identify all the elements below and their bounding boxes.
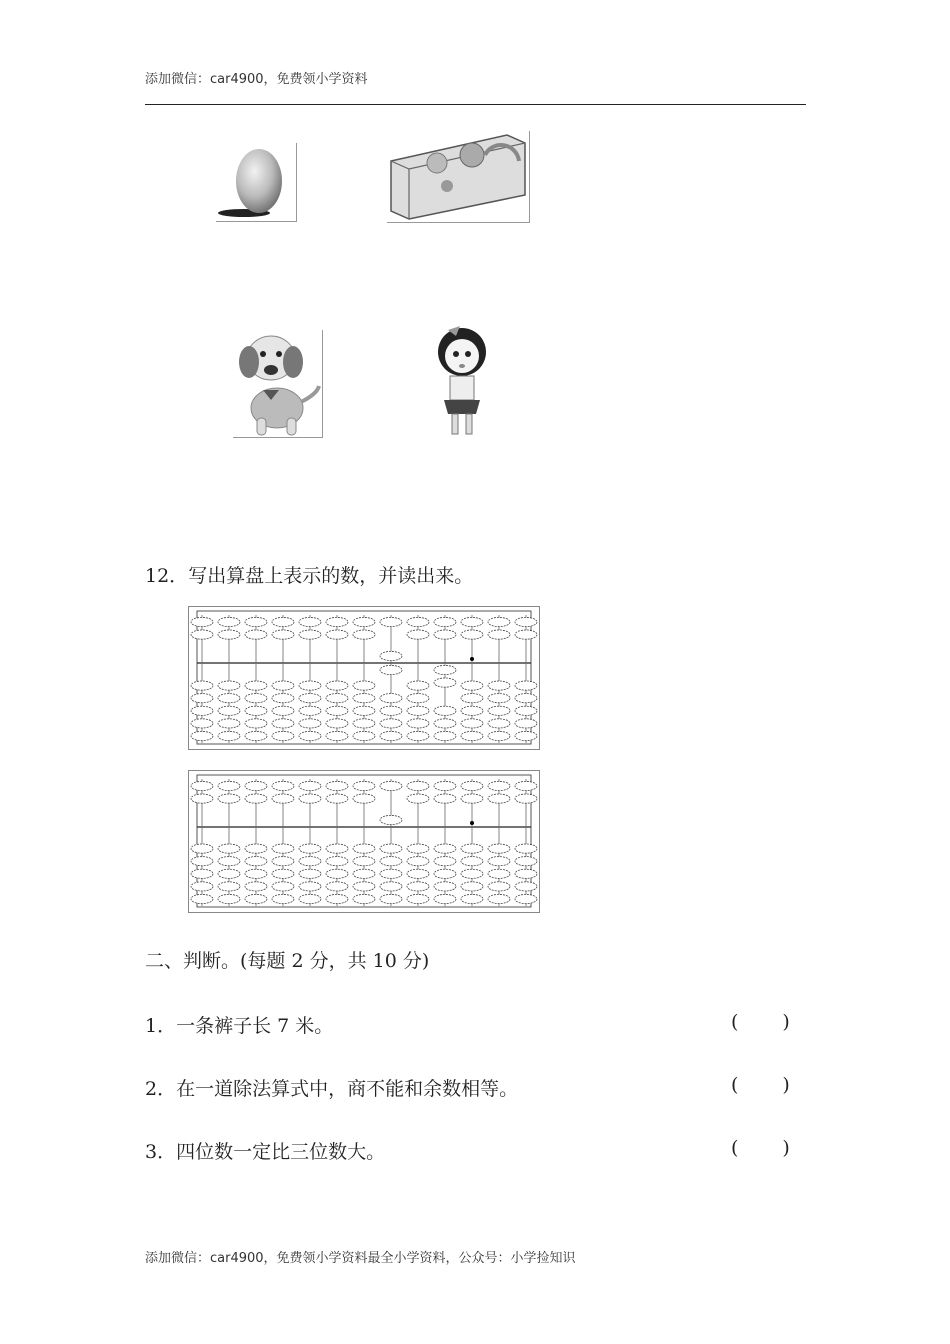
- abacus-lower-bead: [380, 665, 402, 674]
- abacus-upper-bead: [461, 617, 483, 626]
- abacus-lower-bead: [299, 844, 321, 853]
- abacus-lower-bead: [218, 706, 240, 715]
- abacus-lower-bead: [380, 857, 402, 866]
- abacus-upper-bead: [515, 794, 537, 803]
- abacus-upper-bead: [488, 794, 510, 803]
- abacus-lower-bead: [326, 706, 348, 715]
- abacus-upper-bead: [407, 781, 429, 790]
- header-divider: [145, 104, 806, 105]
- abacus-upper-bead: [218, 617, 240, 626]
- abacus-lower-bead: [515, 869, 537, 878]
- abacus-upper-bead: [299, 781, 321, 790]
- abacus-upper-bead: [299, 630, 321, 639]
- abacus-upper-bead: [353, 617, 375, 626]
- abacus-lower-bead: [299, 694, 321, 703]
- abacus-lower-bead: [434, 719, 456, 728]
- abacus-unit-dot: [470, 821, 474, 825]
- abacus-upper-bead: [326, 794, 348, 803]
- abacus-upper-bead: [380, 651, 402, 660]
- abacus-lower-bead: [272, 731, 294, 740]
- abacus-lower-bead: [461, 869, 483, 878]
- abacus-upper-bead: [326, 617, 348, 626]
- abacus-upper-bead: [218, 781, 240, 790]
- abacus-lower-bead: [326, 869, 348, 878]
- abacus-upper-bead: [407, 630, 429, 639]
- abacus-upper-bead: [461, 794, 483, 803]
- judgment-3-open-paren: (: [731, 1137, 739, 1159]
- abacus-upper-bead: [245, 617, 267, 626]
- abacus-upper-bead: [326, 630, 348, 639]
- abacus-1-drawing: [189, 607, 539, 749]
- question-12-number: 12．: [145, 565, 189, 587]
- abacus-upper-bead: [245, 794, 267, 803]
- abacus-lower-bead: [245, 731, 267, 740]
- abacus-lower-bead: [461, 706, 483, 715]
- abacus-lower-bead: [407, 694, 429, 703]
- judgment-2: [145, 1074, 518, 1101]
- abacus-lower-bead: [407, 844, 429, 853]
- abacus-lower-bead: [353, 857, 375, 866]
- abacus-upper-bead: [461, 781, 483, 790]
- pencil-case-picture: [387, 131, 530, 223]
- abacus-lower-bead: [218, 681, 240, 690]
- abacus-lower-bead: [245, 681, 267, 690]
- abacus-lower-bead: [218, 719, 240, 728]
- abacus-upper-bead: [191, 617, 213, 626]
- abacus-lower-bead: [245, 857, 267, 866]
- girl-icon: [430, 322, 496, 438]
- abacus-lower-bead: [299, 857, 321, 866]
- abacus-lower-bead: [488, 882, 510, 891]
- abacus-upper-bead: [272, 794, 294, 803]
- abacus-lower-bead: [191, 882, 213, 891]
- abacus-lower-bead: [407, 857, 429, 866]
- abacus-upper-bead: [191, 781, 213, 790]
- abacus-upper-bead: [353, 794, 375, 803]
- abacus-lower-bead: [434, 731, 456, 740]
- abacus-lower-bead: [299, 731, 321, 740]
- abacus-lower-bead: [434, 882, 456, 891]
- abacus-lower-bead: [272, 694, 294, 703]
- abacus-lower-bead: [245, 894, 267, 903]
- abacus-lower-bead: [380, 882, 402, 891]
- abacus-lower-bead: [353, 731, 375, 740]
- abacus-lower-bead: [326, 844, 348, 853]
- abacus-upper-bead: [191, 630, 213, 639]
- abacus-lower-bead: [488, 731, 510, 740]
- judgment-1-number: 1．: [145, 1015, 177, 1037]
- abacus-upper-bead: [488, 617, 510, 626]
- abacus-lower-bead: [299, 719, 321, 728]
- judgment-1-answer[interactable]: [731, 1011, 790, 1033]
- abacus-upper-bead: [434, 617, 456, 626]
- abacus-lower-bead: [461, 731, 483, 740]
- abacus-lower-bead: [407, 706, 429, 715]
- abacus-lower-bead: [326, 731, 348, 740]
- abacus-lower-bead: [380, 869, 402, 878]
- abacus-lower-bead: [488, 857, 510, 866]
- abacus-lower-bead: [353, 706, 375, 715]
- abacus-upper-bead: [272, 617, 294, 626]
- abacus-upper-bead: [380, 617, 402, 626]
- abacus-lower-bead: [299, 706, 321, 715]
- question-12-text: 写出算盘上表示的数，并读出来。: [188, 565, 474, 587]
- abacus-lower-bead: [245, 882, 267, 891]
- abacus-lower-bead: [191, 706, 213, 715]
- abacus-upper-bead: [515, 617, 537, 626]
- abacus-lower-bead: [272, 869, 294, 878]
- abacus-lower-bead: [299, 681, 321, 690]
- abacus-lower-bead: [461, 681, 483, 690]
- judgment-2-open-paren: (: [731, 1074, 739, 1096]
- abacus-upper-bead: [434, 630, 456, 639]
- abacus-lower-bead: [407, 869, 429, 878]
- abacus-lower-bead: [272, 882, 294, 891]
- abacus-upper-bead: [434, 781, 456, 790]
- abacus-lower-bead: [434, 678, 456, 687]
- abacus-lower-bead: [272, 681, 294, 690]
- abacus-lower-bead: [191, 694, 213, 703]
- judgment-1-text: 一条裤子长 7 米。: [176, 1015, 334, 1037]
- abacus-lower-bead: [407, 894, 429, 903]
- abacus-lower-bead: [434, 857, 456, 866]
- abacus-lower-bead: [353, 694, 375, 703]
- abacus-lower-bead: [488, 706, 510, 715]
- abacus-lower-bead: [191, 719, 213, 728]
- abacus-upper-bead: [245, 630, 267, 639]
- abacus-lower-bead: [326, 894, 348, 903]
- abacus-lower-bead: [434, 869, 456, 878]
- abacus-lower-bead: [191, 681, 213, 690]
- abacus-lower-bead: [380, 719, 402, 728]
- section-2-title: 二、判断。(每题 2 分，共 10 分): [145, 950, 430, 972]
- abacus-lower-bead: [380, 844, 402, 853]
- abacus-lower-bead: [218, 894, 240, 903]
- question-12: [145, 561, 473, 588]
- abacus-upper-bead: [407, 794, 429, 803]
- abacus-lower-bead: [515, 882, 537, 891]
- abacus-lower-bead: [515, 894, 537, 903]
- abacus-lower-bead: [353, 882, 375, 891]
- judgment-3-number: 3．: [145, 1141, 177, 1163]
- abacus-upper-bead: [272, 630, 294, 639]
- dog-icon: [233, 330, 322, 437]
- page-header: 添加微信：car4900，免费领小学资料: [145, 72, 368, 87]
- abacus-upper-bead: [461, 630, 483, 639]
- abacus-unit-dot: [470, 657, 474, 661]
- abacus-lower-bead: [461, 694, 483, 703]
- abacus-upper-bead: [245, 781, 267, 790]
- abacus-lower-bead: [515, 731, 537, 740]
- abacus-lower-bead: [515, 719, 537, 728]
- abacus-lower-bead: [299, 869, 321, 878]
- abacus-upper-bead: [407, 617, 429, 626]
- abacus-lower-bead: [299, 882, 321, 891]
- judgment-2-number: 2．: [145, 1078, 177, 1100]
- abacus-lower-bead: [488, 681, 510, 690]
- page-footer: 添加微信：car4900，免费领小学资料最全小学资料，公众号：小学捡知识: [145, 1251, 576, 1266]
- abacus-lower-bead: [218, 731, 240, 740]
- abacus-lower-bead: [326, 882, 348, 891]
- abacus-upper-bead: [488, 781, 510, 790]
- abacus-lower-bead: [326, 681, 348, 690]
- abacus-lower-bead: [218, 869, 240, 878]
- abacus-lower-bead: [461, 882, 483, 891]
- abacus-lower-bead: [245, 706, 267, 715]
- abacus-lower-bead: [353, 719, 375, 728]
- judgment-3: [145, 1137, 385, 1164]
- judgment-1-close-paren: ): [782, 1011, 790, 1033]
- abacus-lower-bead: [434, 894, 456, 903]
- judgment-3-text: 四位数一定比三位数大。: [176, 1141, 386, 1163]
- abacus-lower-bead: [272, 706, 294, 715]
- abacus-lower-bead: [407, 731, 429, 740]
- abacus-lower-bead: [434, 706, 456, 715]
- judgment-1-open-paren: (: [731, 1011, 739, 1033]
- abacus-lower-bead: [218, 844, 240, 853]
- abacus-2-drawing: [189, 771, 539, 912]
- abacus-lower-bead: [380, 694, 402, 703]
- abacus-lower-bead: [488, 719, 510, 728]
- abacus-lower-bead: [515, 681, 537, 690]
- abacus-lower-bead: [353, 681, 375, 690]
- abacus-upper-bead: [218, 630, 240, 639]
- abacus-lower-bead: [191, 869, 213, 878]
- abacus-lower-bead: [488, 869, 510, 878]
- abacus-lower-bead: [515, 857, 537, 866]
- abacus-lower-bead: [380, 706, 402, 715]
- abacus-upper-bead: [380, 781, 402, 790]
- abacus-lower-bead: [326, 857, 348, 866]
- abacus-lower-bead: [515, 694, 537, 703]
- abacus-lower-bead: [218, 857, 240, 866]
- abacus-lower-bead: [488, 894, 510, 903]
- abacus-lower-bead: [461, 844, 483, 853]
- abacus-lower-bead: [272, 719, 294, 728]
- abacus-lower-bead: [218, 882, 240, 891]
- abacus-lower-bead: [353, 894, 375, 903]
- abacus-upper-bead: [299, 617, 321, 626]
- abacus-lower-bead: [380, 731, 402, 740]
- judgment-3-answer[interactable]: [731, 1137, 790, 1159]
- abacus-upper-bead: [434, 794, 456, 803]
- abacus-lower-bead: [191, 731, 213, 740]
- abacus-lower-bead: [272, 894, 294, 903]
- abacus-lower-bead: [434, 665, 456, 674]
- abacus-upper-bead: [353, 630, 375, 639]
- judgment-2-text: 在一道除法算式中，商不能和余数相等。: [176, 1078, 519, 1100]
- abacus-lower-bead: [272, 844, 294, 853]
- judgment-3-close-paren: ): [782, 1137, 790, 1159]
- abacus-lower-bead: [191, 844, 213, 853]
- abacus-lower-bead: [461, 719, 483, 728]
- abacus-lower-bead: [353, 844, 375, 853]
- abacus-lower-bead: [245, 719, 267, 728]
- judgment-2-answer[interactable]: [731, 1074, 790, 1096]
- judgment-2-close-paren: ): [782, 1074, 790, 1096]
- abacus-upper-bead: [191, 794, 213, 803]
- abacus-lower-bead: [245, 844, 267, 853]
- abacus-lower-bead: [461, 857, 483, 866]
- dog-picture: [233, 330, 323, 438]
- abacus-upper-bead: [515, 630, 537, 639]
- girl-picture: [430, 322, 496, 438]
- abacus-lower-bead: [326, 694, 348, 703]
- abacus-lower-bead: [299, 894, 321, 903]
- abacus-upper-bead: [272, 781, 294, 790]
- abacus-lower-bead: [218, 694, 240, 703]
- abacus-lower-bead: [461, 894, 483, 903]
- abacus-lower-bead: [434, 844, 456, 853]
- abacus-lower-bead: [272, 857, 294, 866]
- abacus-lower-bead: [488, 694, 510, 703]
- abacus-upper-bead: [299, 794, 321, 803]
- abacus-upper-bead: [515, 781, 537, 790]
- egg-icon: [216, 143, 296, 221]
- abacus-lower-bead: [380, 894, 402, 903]
- judgment-1: [145, 1011, 333, 1038]
- abacus-lower-bead: [245, 694, 267, 703]
- abacus-lower-bead: [407, 882, 429, 891]
- abacus-lower-bead: [407, 681, 429, 690]
- abacus-lower-bead: [488, 844, 510, 853]
- abacus-upper-bead: [326, 781, 348, 790]
- abacus-lower-bead: [326, 719, 348, 728]
- abacus-lower-bead: [245, 869, 267, 878]
- abacus-upper-bead: [353, 781, 375, 790]
- abacus-lower-bead: [191, 857, 213, 866]
- abacus-2: [188, 770, 540, 913]
- abacus-upper-bead: [380, 815, 402, 824]
- abacus-lower-bead: [191, 894, 213, 903]
- abacus-lower-bead: [515, 706, 537, 715]
- pencil-case-icon: [387, 131, 529, 222]
- abacus-lower-bead: [515, 844, 537, 853]
- abacus-lower-bead: [353, 869, 375, 878]
- abacus-lower-bead: [407, 719, 429, 728]
- abacus-1: [188, 606, 540, 750]
- abacus-upper-bead: [218, 794, 240, 803]
- abacus-upper-bead: [488, 630, 510, 639]
- egg-picture: [216, 143, 297, 222]
